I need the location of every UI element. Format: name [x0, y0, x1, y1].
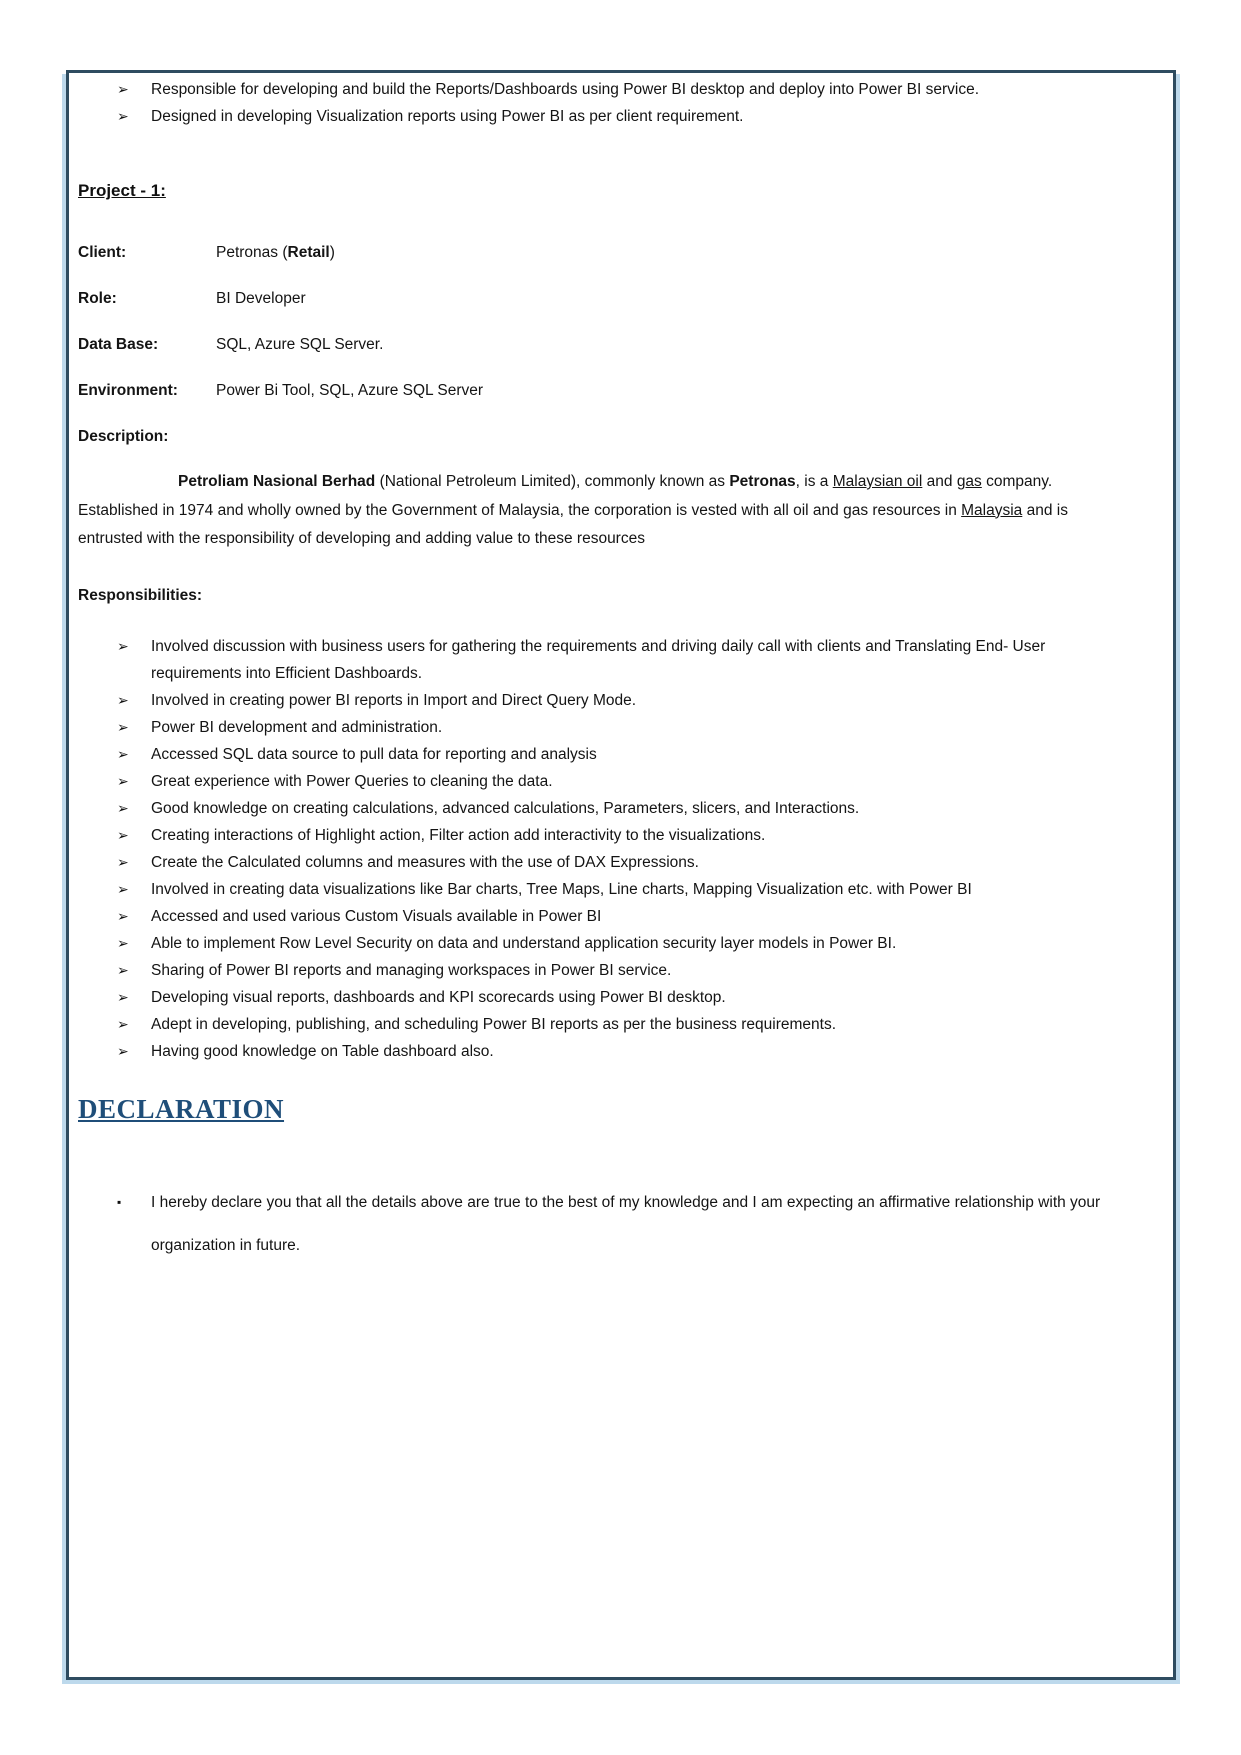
- arrow-bullet-icon: ➢: [117, 718, 129, 735]
- text-segment: Petronas (: [216, 244, 288, 261]
- list-item-text: Accessed SQL data source to pull data for reporting and analysis: [151, 745, 597, 763]
- list-item-text: Creating interactions of Highlight action, Filter action add interactivity to the visualizations.: [151, 826, 766, 844]
- text-segment: Petroliam Nasional Berhad: [178, 473, 376, 490]
- text-segment: Power Bi Tool, SQL, Azure SQL Server: [216, 382, 484, 399]
- declaration-item: [78, 1181, 1109, 1267]
- list-item-text: Accessed and used various Custom Visuals available in Power BI: [151, 907, 602, 925]
- arrow-bullet-icon: ➢: [117, 988, 129, 1005]
- responsibility-item: [78, 795, 1109, 822]
- responsibility-item: [78, 903, 1109, 930]
- field-row-environment: [78, 377, 1109, 404]
- responsibility-item: [78, 741, 1109, 768]
- intro-bullet-item: [78, 76, 1109, 103]
- list-item-text: Good knowledge on creating calculations, advanced calculations, Parameters, slicers, and Interactions.: [151, 799, 860, 817]
- project-heading: Project - 1:: [78, 181, 166, 200]
- arrow-bullet-icon: ➢: [117, 81, 129, 97]
- responsibility-item: [78, 876, 1109, 903]
- list-item-text: Great experience with Power Queries to cleaning the data.: [151, 772, 553, 790]
- responsibility-item: [78, 768, 1109, 795]
- arrow-bullet-icon: ➢: [117, 934, 129, 951]
- intro-bullet-list: [78, 76, 1109, 130]
- arrow-bullet-icon: ➢: [117, 853, 129, 870]
- arrow-bullet-icon: ➢: [117, 799, 129, 816]
- list-item-text: Able to implement Row Level Security on data and understand application security layer models in Power BI.: [151, 934, 897, 952]
- field-label-environment: Environment:: [78, 382, 178, 399]
- text-segment: Petronas: [729, 473, 796, 490]
- field-value-client: [216, 239, 1109, 266]
- text-segment: company. Established in 1974 and wholly owned by the Government of Malaysia, the corporation is vested with all oil and gas resources in: [78, 473, 1053, 519]
- page-border: [66, 70, 1176, 1680]
- intro-bullet-item: [78, 103, 1109, 130]
- arrow-bullet-icon: ➢: [117, 826, 129, 843]
- description-label: Description:: [78, 428, 169, 445]
- square-bullet-icon: ▪: [117, 1194, 122, 1209]
- list-item-text: I hereby declare you that all the details above are true to the best of my knowledge and I am expecting an affirmative relationship with your organization in future.: [151, 1193, 1101, 1254]
- responsibility-item: [78, 633, 1109, 687]
- arrow-bullet-icon: ➢: [117, 745, 129, 762]
- arrow-bullet-icon: ➢: [117, 772, 129, 789]
- list-item-text: Developing visual reports, dashboards and KPI scorecards using Power BI desktop.: [151, 988, 726, 1006]
- project-fields: [78, 239, 1109, 404]
- field-row-role: [78, 285, 1109, 312]
- responsibility-item: [78, 849, 1109, 876]
- field-row-database: [78, 331, 1109, 358]
- responsibility-item: [78, 687, 1109, 714]
- arrow-bullet-icon: ➢: [117, 880, 129, 897]
- field-label-database: Data Base:: [78, 336, 159, 353]
- text-segment: and: [922, 473, 957, 490]
- responsibility-item: [78, 957, 1109, 984]
- list-item-text: Sharing of Power BI reports and managing workspaces in Power BI service.: [151, 961, 672, 979]
- arrow-bullet-icon: ➢: [117, 691, 129, 708]
- responsibility-item: [78, 1038, 1109, 1065]
- responsibility-item: [78, 930, 1109, 957]
- field-label-client: Client:: [78, 244, 127, 261]
- text-segment: gas: [956, 473, 982, 490]
- field-value-database: [216, 331, 1109, 358]
- arrow-bullet-icon: ➢: [117, 637, 129, 654]
- text-segment: (National Petroleum Limited), commonly known as: [375, 473, 730, 490]
- responsibilities-bullet-list: [78, 633, 1109, 1065]
- field-row-client: [78, 239, 1109, 266]
- responsibility-item: [78, 1011, 1109, 1038]
- arrow-bullet-icon: ➢: [117, 907, 129, 924]
- text-segment: BI Developer: [216, 290, 306, 307]
- text-segment: , is a: [795, 473, 833, 490]
- text-segment: ): [329, 244, 335, 261]
- arrow-bullet-icon: ➢: [117, 1015, 129, 1032]
- text-segment: and is entrusted with the responsibility of developing and adding value to these resources: [78, 501, 1068, 547]
- arrow-bullet-icon: ➢: [117, 1042, 129, 1059]
- responsibility-item: [78, 984, 1109, 1011]
- list-item-text: Responsible for developing and build the Reports/Dashboards using Power BI desktop and deploy into Power BI service.: [151, 81, 980, 98]
- text-segment: Retail: [287, 244, 330, 261]
- list-item-text: Adept in developing, publishing, and scheduling Power BI reports as per the business requirements.: [151, 1015, 836, 1033]
- responsibility-item: [78, 714, 1109, 741]
- text-segment: SQL, Azure SQL Server.: [216, 336, 384, 353]
- field-label-role: Role:: [78, 290, 117, 307]
- list-item-text: Involved in creating data visualizations like Bar charts, Tree Maps, Line charts, Mapping Visualization etc. with Power BI: [151, 880, 972, 898]
- list-item-text: Involved discussion with business users for gathering the requirements and driving daily call with clients and Translating End- User requirements into Efficient Dashboards.: [151, 637, 1046, 682]
- field-value-environment: [216, 377, 1109, 404]
- text-segment: Malaysia: [961, 501, 1023, 519]
- responsibilities-label: Responsibilities:: [78, 586, 203, 604]
- document-content: [69, 73, 1173, 1267]
- list-item-text: Power BI development and administration.: [151, 718, 443, 736]
- arrow-bullet-icon: ➢: [117, 961, 129, 978]
- text-segment: Malaysian oil: [832, 473, 923, 490]
- field-value-role: [216, 285, 1109, 312]
- declaration-list: [78, 1181, 1109, 1267]
- list-item-text: Having good knowledge on Table dashboard also.: [151, 1042, 494, 1060]
- list-item-text: Designed in developing Visualization reports using Power BI as per client requirement.: [151, 108, 744, 125]
- description-paragraph: [78, 468, 1109, 554]
- list-item-text: Involved in creating power BI reports in Import and Direct Query Mode.: [151, 691, 637, 709]
- list-item-text: Create the Calculated columns and measures with the use of DAX Expressions.: [151, 853, 699, 871]
- responsibility-item: [78, 822, 1109, 849]
- declaration-heading: DECLARATION: [78, 1093, 285, 1124]
- arrow-bullet-icon: ➢: [117, 108, 129, 124]
